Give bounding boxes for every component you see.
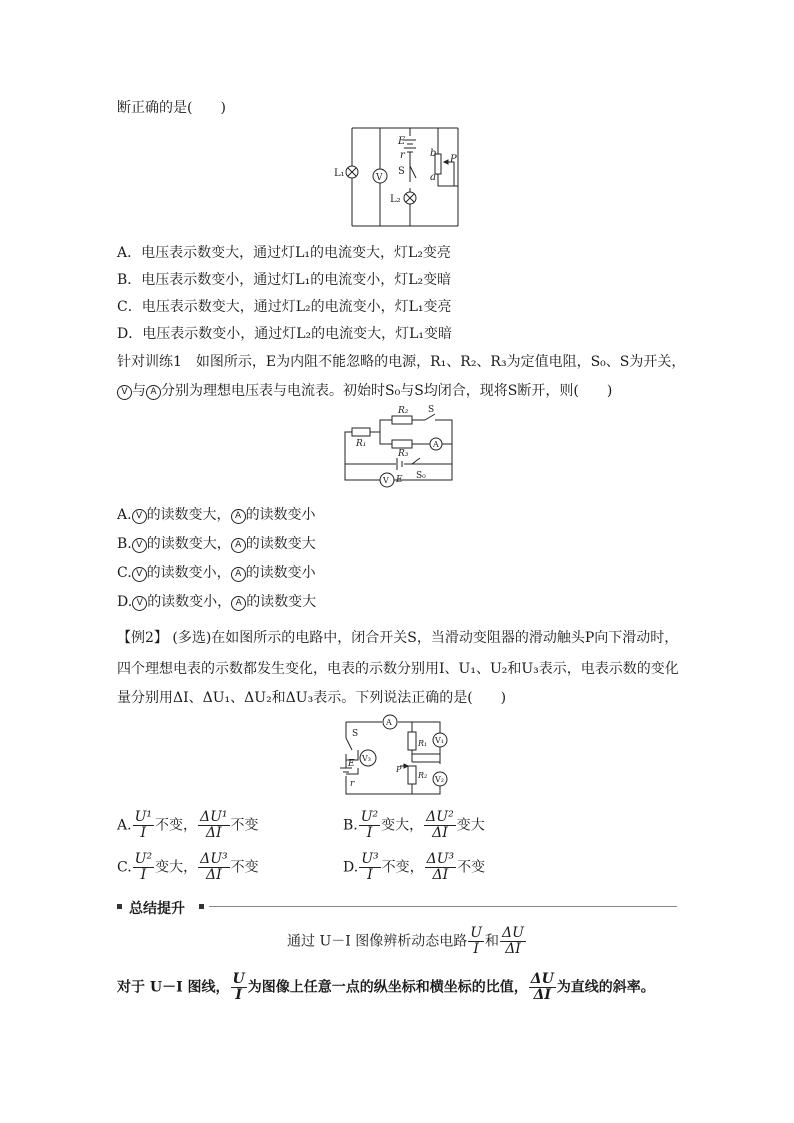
training-option-c: C. V 的读数变小， A 的读数变小 [117, 565, 316, 581]
example2-option-b: B. $\frac{\text{U²}}{I}$ 变大， $\frac{\text{ΔU²}}{\Delta I}$ 变大 [343, 809, 485, 841]
ammeter-icon: A [231, 538, 246, 553]
voltmeter-icon: V [132, 567, 147, 582]
circuit-figure-1 [332, 122, 472, 232]
svg-text:R₁: R₁ [418, 739, 428, 748]
svg-text:S₀: S₀ [416, 471, 426, 481]
svg-text:V: V [383, 476, 389, 485]
svg-text:V₃: V₃ [362, 754, 371, 763]
training-stem-line2: V 与 A 分别为理想电压表与电流表。初始时S₀与S均闭合，现将S断开，则( ) [117, 380, 612, 400]
ammeter-icon: A [231, 509, 246, 524]
voltmeter-icon: V [132, 538, 147, 553]
ammeter-icon: A [231, 567, 246, 582]
option-c: C．电压表示数变大，通过灯L₂的电流变小，灯L₁变亮 [117, 299, 452, 315]
voltmeter-icon: V [132, 596, 147, 611]
example2-stem-line3: 量分别用ΔI、ΔU₁、ΔU₂和ΔU₃表示。下列说法正确的是( ) [117, 690, 507, 706]
example2-option-c: C. $\frac{\text{U²}}{I}$ 变大， $\frac{\text{ΔU³}}{\Delta I}$ 不变 [117, 851, 259, 883]
voltmeter-label: V [376, 173, 383, 183]
svg-text:P: P [450, 154, 457, 165]
option-d: D．电压表示数变小，通过灯L₂的电流变大，灯L₁变暗 [117, 326, 453, 342]
summary-subtitle: 通过 U－I 图像辨析动态电路 $\frac{U}{I}$ 和 $\frac{\Delta U}{\Delta I}$ [287, 925, 524, 957]
example2-stem-line2: 四个理想电表的示数都发生变化，电表的示数分别用I、U₁、U₂和U₃表示，电表示数的变化 [117, 661, 679, 677]
svg-text:V₁: V₁ [435, 736, 444, 745]
svg-text:r: r [400, 150, 405, 161]
training-option-b: B. V 的读数变大， A 的读数变大 [117, 536, 316, 552]
training-option-a: A. V 的读数变大， A 的读数变小 [117, 507, 316, 523]
svg-text:A: A [386, 718, 392, 727]
question-stem-tail: 断正确的是( ) [117, 100, 226, 116]
svg-text:E: E [396, 475, 403, 485]
training-stem-line1: 针对训练1 如图所示，E为内阻不能忽略的电源，R₁、R₂、R₃为定值电阻，S₀、S为开关， [117, 354, 686, 370]
voltmeter-icon: V [132, 509, 147, 524]
svg-text:R₁: R₁ [356, 439, 367, 449]
option-b: B．电压表示数变小，通过灯L₁的电流变小，灯L₂变暗 [117, 272, 452, 288]
option-a: A．电压表示数变大，通过灯L₁的电流变大，灯L₂变亮 [117, 245, 451, 261]
summary-heading: 总结提升 [129, 901, 185, 917]
summary-heading-bar [117, 900, 677, 917]
svg-text:b: b [430, 148, 437, 159]
summary-body: 对于 U－I 图线， $\frac{U}{I}$ 为图像上任意一点的纵坐标和横坐标的比值， $\frac{\Delta U}{\Delta I}$ 为直线的斜率。 [117, 971, 655, 1003]
ammeter-icon: A [231, 596, 246, 611]
circuit-figure-2 [340, 402, 460, 490]
svg-text:R₃: R₃ [398, 449, 409, 459]
svg-text:P: P [396, 765, 402, 774]
circuit-figure-3 [336, 712, 460, 802]
svg-text:L₂: L₂ [390, 194, 401, 205]
svg-text:S: S [398, 166, 405, 177]
svg-text:R₂: R₂ [398, 406, 409, 416]
ammeter-icon: A [146, 385, 161, 400]
svg-text:E: E [348, 759, 355, 769]
example2-option-a: A. $\frac{\text{U¹}}{I}$ 不变， $\frac{\text{ΔU¹}}{\Delta I}$ 不变 [117, 809, 259, 841]
svg-text:L₁: L₁ [334, 168, 345, 179]
voltmeter-icon: V [117, 385, 132, 400]
svg-text:S: S [352, 729, 359, 739]
svg-text:S: S [428, 405, 435, 415]
svg-text:A: A [433, 440, 439, 449]
svg-text:a: a [430, 172, 436, 183]
example2-stem-line1: 【例2】 (多选)在如图所示的电路中，闭合开关S，当滑动变阻器的滑动触头P向下滑动时， [117, 630, 679, 646]
svg-text:r: r [350, 779, 355, 789]
svg-text:R₂: R₂ [418, 771, 428, 780]
example2-option-d: D. $\frac{\text{U³}}{I}$ 不变， $\frac{\text{ΔU³}}{\Delta I}$ 不变 [343, 851, 486, 883]
training-option-d: D. V 的读数变小， A 的读数变大 [117, 594, 317, 610]
svg-text:E: E [398, 136, 406, 147]
svg-text:V₂: V₂ [435, 775, 444, 784]
